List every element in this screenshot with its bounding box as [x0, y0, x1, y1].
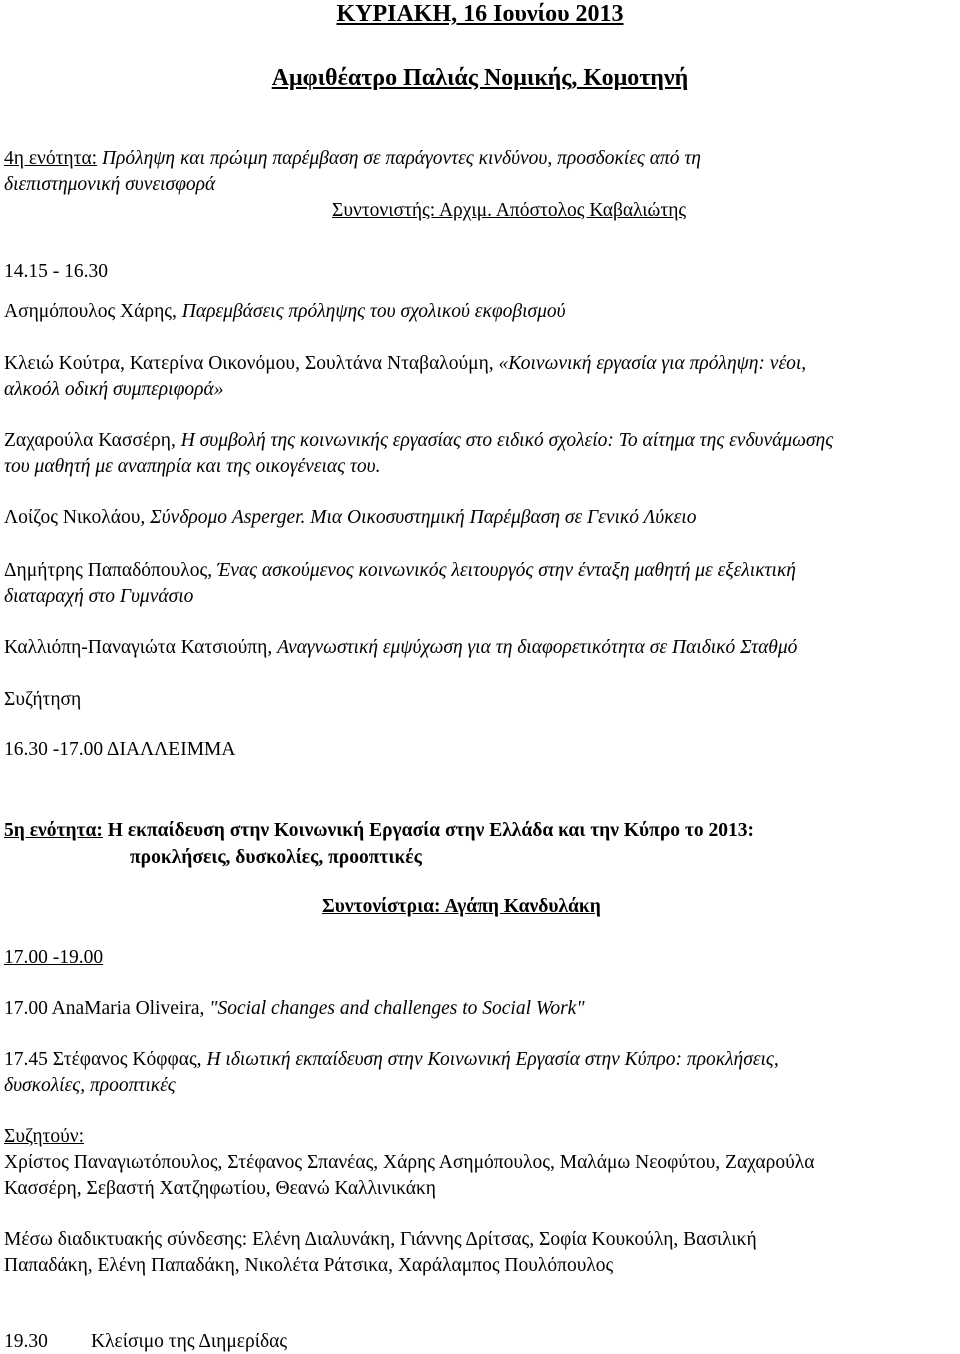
- unit5-talk-2-title: Η ιδιωτική εκπαίδευση στην Κοινωνική Εργασία στην Κύπρο: προκλήσεις,: [206, 1049, 779, 1070]
- talk-6-title: Αναγνωστική εμψύχωση για τη διαφορετικότητα σε Παιδικό Σταθμό: [277, 637, 798, 658]
- online-line-2: Παπαδάκη, Ελένη Παπαδάκη, Νικολέτα Ράτσικα, Χαράλαμπος Πουλόπουλος: [4, 1255, 614, 1276]
- closing-time: 19.30: [4, 1331, 48, 1352]
- unit4-label: 4η ενότητα:: [4, 148, 98, 169]
- unit5-heading: [4, 818, 754, 843]
- talk-4-author: Λοίζος Νικολάου,: [4, 507, 151, 528]
- unit5-talk-1: [4, 996, 585, 1021]
- talk-4-title: Σύνδρομο Asperger. Μια Οικοσυστημική Παρέμβαση σε Γενικό Λύκειο: [150, 507, 697, 528]
- talk-2-title: «Κοινωνική εργασία για πρόληψη: νέοι,: [498, 353, 807, 374]
- unit4-discussion: Συζήτηση: [4, 689, 82, 710]
- unit4-title-line2: διεπιστημονική συνεισφορά: [4, 174, 216, 195]
- talk-1-author: Ασημόπουλος Χάρης,: [4, 301, 182, 322]
- unit5-time: 17.00 -19.00: [4, 947, 104, 968]
- talk-5-title: Ένας ασκούμενος κοινωνικός λειτουργός στην ένταξη μαθητή με εξελικτική: [216, 560, 796, 581]
- discussants-line-1: Χρίστος Παναγιωτόπουλος, Στέφανος Σπανέας, Χάρης Ασημόπουλος, Μαλάμω Νεοφύτου, Ζαχαρούλα: [4, 1152, 815, 1173]
- unit5-talk-1-title: "Social changes and challenges to Social Work": [209, 998, 585, 1019]
- unit5-talk-2: [4, 1047, 779, 1072]
- online-line-1: Μέσω διαδικτυακής σύνδεσης: Ελένη Διαλυνάκη, Γιάννης Δρίτσας, Σοφία Κουκούλη, Βασιλική: [4, 1229, 757, 1250]
- talk-3-title: Η συμβολή της κοινωνικής εργασίας στο ειδικό σχολείο: Το αίτημα της ενδυνάμωσης: [180, 430, 834, 451]
- unit5-coordinator: Συντονίστρια: Αγάπη Κανδυλάκη: [322, 896, 601, 917]
- unit4-title-line1: Πρόληψη και πρώιμη παρέμβαση σε παράγοντες κινδύνου, προσδοκίες από τη: [101, 148, 701, 169]
- discussants-label: Συζητούν:: [4, 1126, 84, 1147]
- venue-title: Αμφιθέατρο Παλιάς Νομικής, Κομοτηνή: [271, 65, 689, 91]
- talk-1: [4, 299, 566, 324]
- unit5-title-line1: Η εκπαίδευση στην Κοινωνική Εργασία στην Ελλάδα και την Κύπρο το 2013:: [102, 820, 754, 841]
- talk-5-author: Δημήτρης Παπαδόπουλος,: [4, 560, 217, 581]
- closing-label: Κλείσιμο της Διημερίδας: [91, 1331, 288, 1352]
- unit5-talk-2-prefix: 17.45 Στέφανος Κόφφας,: [4, 1049, 207, 1070]
- talk-2-author: Κλειώ Κούτρα, Κατερίνα Οικονόμου, Σουλτάνα Νταβαλούμη,: [4, 353, 499, 374]
- unit5-label: 5η ενότητα:: [4, 820, 103, 841]
- talk-5: [4, 558, 796, 583]
- discussants-line-2: Κασσέρη, Σεβαστή Χατζηφωτίου, Θεανώ Καλλινικάκη: [4, 1178, 436, 1199]
- talk-6-author: Καλλιόπη-Παναγιώτα Κατσιούπη,: [4, 637, 278, 658]
- unit5-title-line2: προκλήσεις, δυσκολίες, προοπτικές: [130, 847, 422, 868]
- page-date-title: ΚΥΡΙΑΚΗ, 16 Ιουνίου 2013: [336, 1, 624, 27]
- talk-4: [4, 505, 696, 530]
- talk-3: [4, 428, 833, 453]
- talk-2-title-cont: αλκοόλ οδική συμπεριφορά»: [4, 379, 224, 400]
- unit5-talk-2-title-cont: δυσκολίες, προοπτικές: [4, 1075, 176, 1096]
- talk-6: [4, 635, 797, 660]
- talk-5-title-cont: διαταραχή στο Γυμνάσιο: [4, 586, 194, 607]
- unit4-heading: [4, 146, 701, 171]
- unit4-time: 14.15 - 16.30: [4, 261, 108, 282]
- unit5-talk-1-prefix: 17.00 AnaMaria Oliveira,: [4, 998, 210, 1019]
- break-line: 16.30 -17.00 ΔΙΑΛΛΕΙΜΜΑ: [4, 739, 236, 760]
- talk-2: [4, 351, 806, 376]
- talk-3-author: Ζαχαρούλα Κασσέρη,: [4, 430, 181, 451]
- unit4-coordinator: Συντονιστής: Αρχιμ. Απόστολος Καβαλιώτης: [332, 200, 687, 221]
- talk-3-title-cont: του μαθητή με αναπηρία και της οικογένειας του.: [4, 456, 381, 477]
- talk-1-title: Παρεμβάσεις πρόληψης του σχολικού εκφοβισμού: [181, 301, 566, 322]
